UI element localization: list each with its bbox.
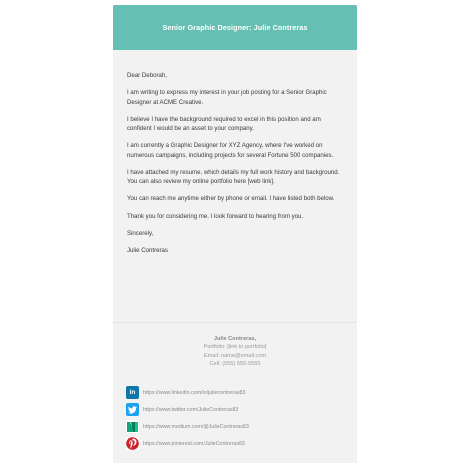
social-link-medium[interactable] bbox=[126, 420, 249, 433]
twitter-icon[interactable] bbox=[126, 403, 139, 416]
social-link-linkedin[interactable] bbox=[126, 386, 249, 399]
letter-paragraph: I believe I have the background required to excel in this position and am confident I would be an asset to your company. bbox=[127, 115, 321, 133]
letter-sender: Julie Contreras bbox=[127, 246, 168, 254]
social-url[interactable]: https://www.medium.com/@JulieContreras83 bbox=[143, 423, 249, 430]
email-card bbox=[113, 5, 357, 463]
social-url[interactable]: https://www.linkedin.com/in/juliecontreras83 bbox=[143, 389, 246, 396]
email-header bbox=[113, 5, 357, 50]
signature-email[interactable]: Email: name@email.com bbox=[203, 352, 267, 359]
letter-paragraph: I have attached my resume, which details my full work history and background. You can also review my online portfolio here [web link]. bbox=[127, 168, 340, 186]
letter-closing: Sincerely, bbox=[127, 229, 154, 237]
social-link-pinterest[interactable] bbox=[126, 437, 249, 450]
letter-paragraph: You can reach me anytime either by phone or email. I have listed both below. bbox=[127, 195, 335, 203]
social-url[interactable]: https://www.pinterest.com/JulieContreras83 bbox=[143, 440, 245, 447]
social-link-twitter[interactable] bbox=[126, 403, 249, 416]
pinterest-icon[interactable] bbox=[126, 437, 139, 450]
social-links bbox=[126, 386, 249, 454]
social-url[interactable]: https://www.twitter.com/JulieContreras83 bbox=[143, 406, 239, 413]
letter-paragraph: I am currently a Graphic Designer for XYZ Agency, where I've worked on numerous campaigns, including projects for several Fortune 500 companies. bbox=[127, 142, 334, 159]
signature-portfolio[interactable]: Portfolio: [link to portfolio] bbox=[203, 344, 267, 351]
letter-paragraph: I am writing to express my interest in your job posting for a Senior Graphic Designer at ACME Creative. bbox=[127, 89, 327, 106]
section-divider bbox=[113, 322, 357, 323]
email-title: Senior Graphic Designer: Julie Contreras bbox=[162, 23, 308, 32]
signature-name: Julie Contreras, bbox=[213, 336, 257, 342]
linkedin-icon[interactable]: in bbox=[126, 386, 139, 399]
medium-icon[interactable] bbox=[126, 420, 139, 433]
signature-cell: Cell: (555) 555-5555 bbox=[209, 361, 261, 368]
letter-body bbox=[127, 71, 347, 263]
letter-paragraph: Thank you for considering me. I look forward to hearing from you. bbox=[127, 212, 304, 220]
email-signature bbox=[113, 335, 357, 369]
letter-greeting: Dear Deborah, bbox=[127, 72, 167, 79]
